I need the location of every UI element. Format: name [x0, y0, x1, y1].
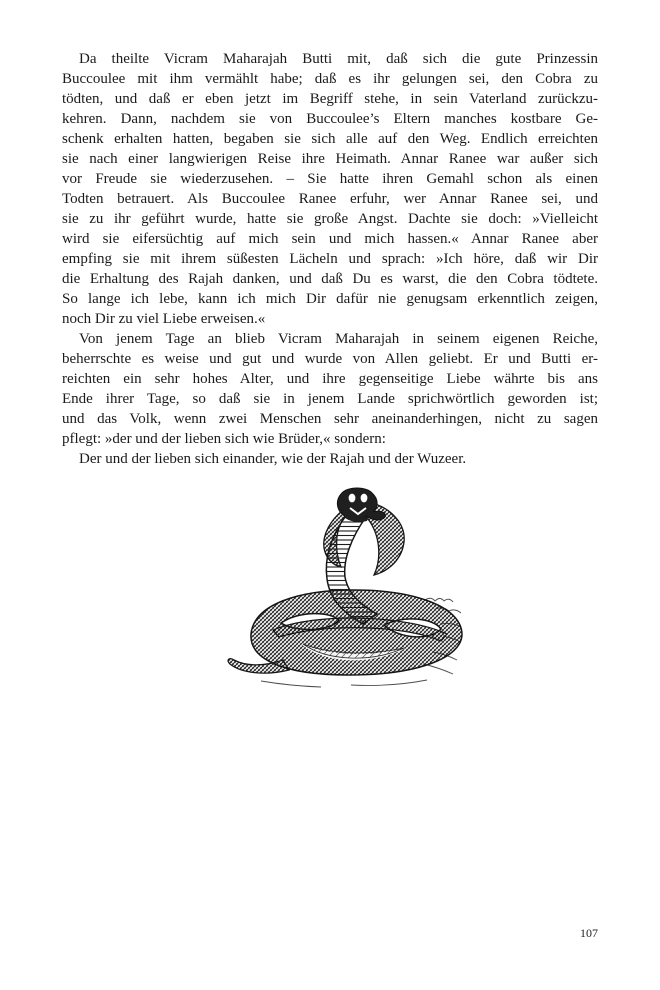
text-line: sie zu ihr geführt wurde, hatte sie große Angst. Dachte sie doch: »Vielleicht [62, 211, 598, 227]
text-line: wird sie eifersüchtig auf mich sein und mich hassen.« Annar Ranee aber [62, 231, 598, 247]
text-line: und das Volk, wenn zwei Menschen sehr aneinanderhingen, nicht zu sagen [62, 411, 598, 427]
page-number: 107 [580, 926, 598, 940]
text-line: empfing sie mit ihrem süßesten Lächeln und sprach: »Ich höre, daß wir Dir [62, 251, 598, 267]
text-line: Buccoulee mit ihm vermählt habe; daß es ihr gelungen sei, den Cobra zu [62, 71, 598, 87]
text-line: Todten betrauert. Als Buccoulee Ranee erfuhr, wer Annar Ranee sei, und [62, 191, 598, 207]
text-line: noch Dir zu viel Liebe erweisen.« [62, 311, 266, 327]
text-line: vor Freude sie wiederzusehen. – Sie hatte ihren Gemahl schon als einen [62, 171, 598, 187]
text-line: sie nach einer langwierigen Reise ihre Heimath. Annar Ranee war außer sich [62, 151, 598, 167]
cobra-eye-spot-right [361, 494, 368, 503]
text-line: schenk erhalten hatten, begaben sie sich alle auf den Weg. Endlich erreichten [62, 131, 598, 147]
text-line: kehren. Dann, nachdem sie von Buccoulee’s Eltern manches kostbare Ge- [62, 111, 598, 127]
text-line: Der und der lieben sich einander, wie der Rajah und der Wuzeer. [79, 451, 467, 467]
text-block [62, 49, 598, 469]
text-line: beherrschte es weise und gut und wurde von Allen geliebt. Er und Butti er- [62, 351, 598, 367]
cobra-illustration [221, 484, 469, 702]
text-line: die Erhaltung des Rajah danken, und daß Du es warst, die den Cobra tödtete. [62, 271, 598, 287]
text-line: reichten ein sehr hohes Alter, und ihre gegenseitige Liebe währte bis ans [62, 371, 598, 387]
text-line: Von jenem Tage an blieb Vicram Maharajah in seinem eigenen Reiche, [79, 331, 598, 347]
text-line: So lange ich lebe, kann ich mich Dir dafür nie genugsam erkenntlich zeigen, [62, 291, 598, 307]
text-line: pflegt: »der und der lieben sich wie Brüder,« sondern: [62, 431, 386, 447]
text-line: tödten, und daß er eben jetzt im Begriff stehe, in sein Vaterland zurückzu- [62, 91, 598, 107]
text-line: Ende ihrer Tage, so daß sie in jenem Lande sprichwörtlich geworden ist; [62, 391, 598, 407]
cobra-eye-spot-left [349, 494, 356, 503]
text-line: Da theilte Vicram Maharajah Butti mit, daß sich die gute Prinzessin [79, 51, 598, 67]
cobra-woodcut-svg [221, 484, 469, 702]
